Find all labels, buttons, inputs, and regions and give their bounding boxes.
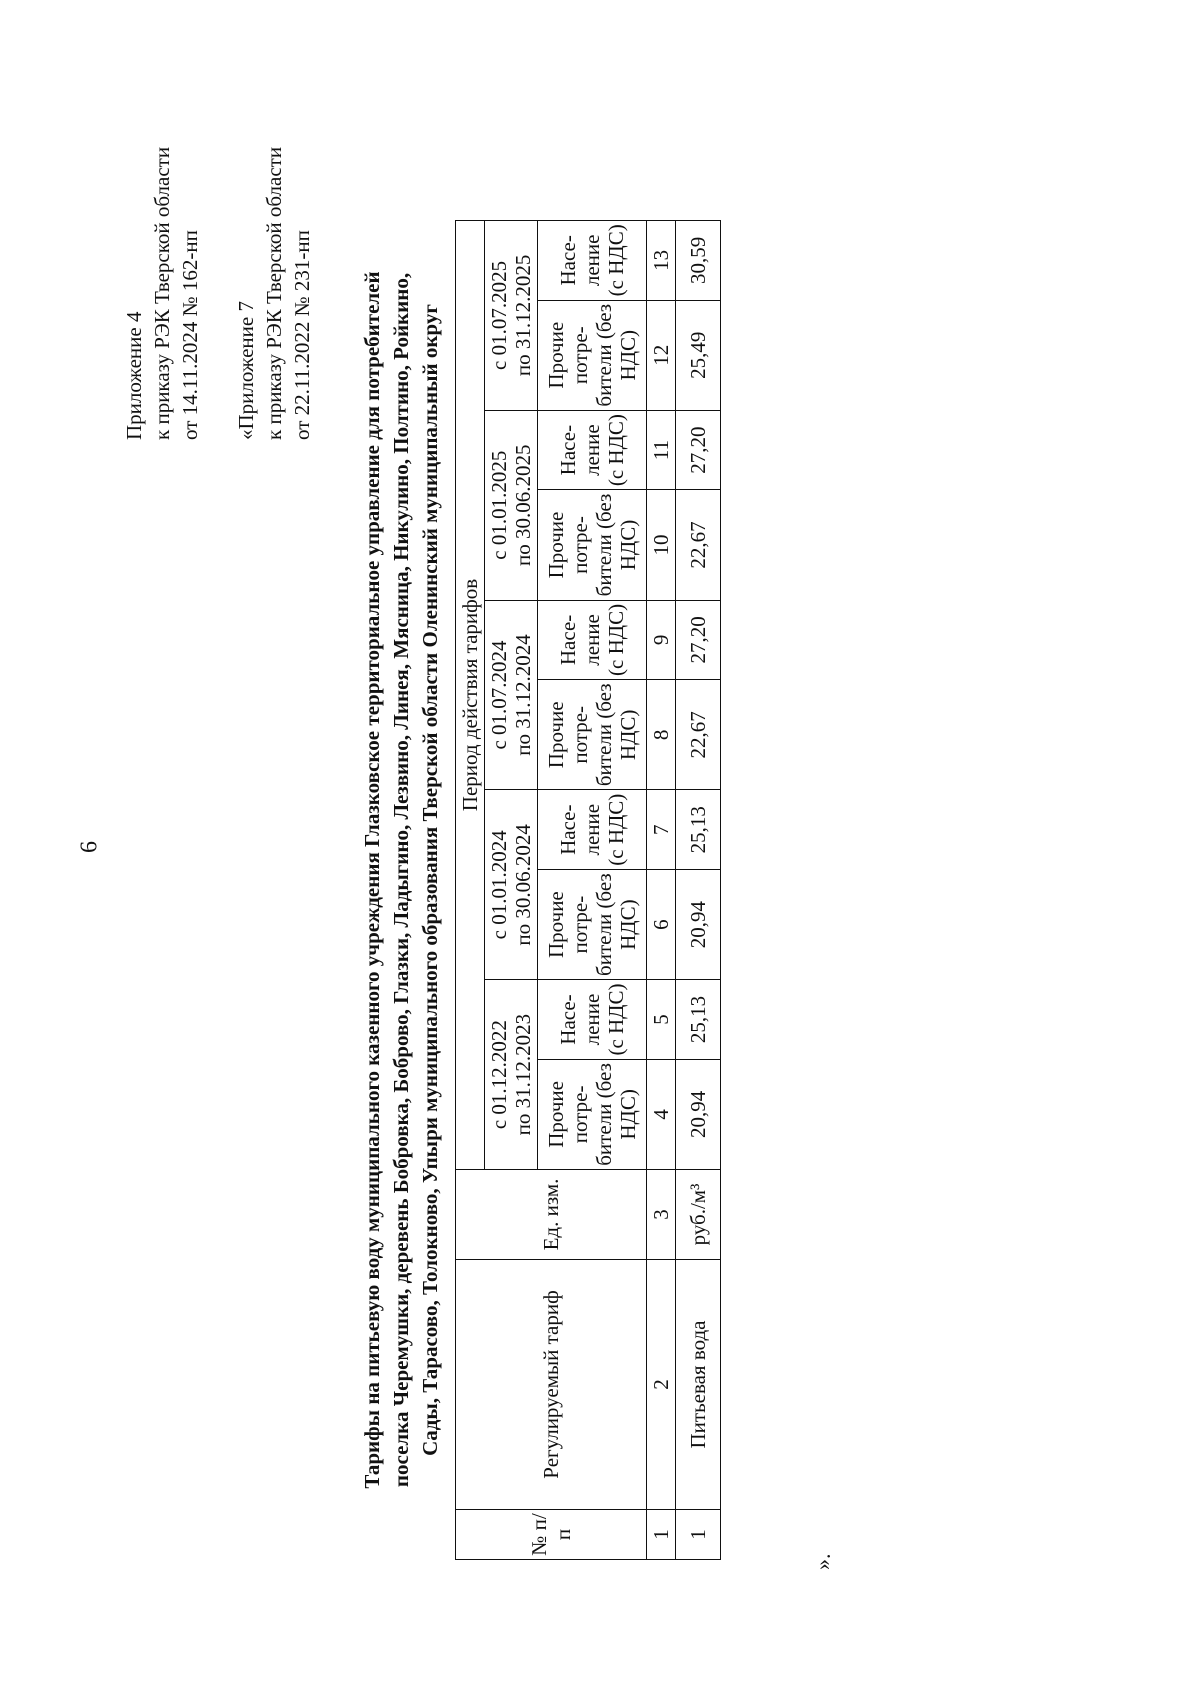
row-unit: руб./м³: [676, 1170, 721, 1260]
tariff-value: 25,49: [676, 300, 721, 410]
col-number: 4: [647, 1059, 676, 1169]
appendix-new-line2: к приказу РЭК Тверской области: [150, 146, 174, 440]
title-line1: Тарифы на питьевую воду муниципального казенного учреждения Глазковское территориальное управление для потребителей: [360, 271, 384, 1489]
col-number: 7: [647, 790, 676, 870]
appendix-reference-new: [120, 147, 204, 440]
sub-pop: Насе-ление (с НДС): [538, 410, 647, 490]
tariff-value: 25,13: [676, 790, 721, 870]
col-number: 2: [647, 1260, 676, 1510]
table-row: [676, 221, 721, 1560]
period-5: с 01.07.2025 по 31.12.2025: [485, 221, 538, 411]
document-title: [358, 160, 445, 1600]
appendix-new-line1: Приложение 4: [122, 311, 146, 440]
appendix-new-line3: от 14.11.2024 № 162-нп: [178, 230, 202, 440]
sub-pop: Насе-ление (с НДС): [538, 600, 647, 680]
col-number: 8: [647, 680, 676, 790]
closing-quote-mark: ».: [810, 1553, 835, 1570]
col-number: 3: [647, 1170, 676, 1260]
col-number: 13: [647, 221, 676, 301]
tariff-value: 27,20: [676, 410, 721, 490]
title-line3: Сады, Тарасово, Толокново, Упыри муниципального образования Тверской области Оленинский муниципальный округ: [418, 304, 442, 1456]
appendix-reference-old: [232, 147, 316, 440]
sub-other: Прочие потре-бители (без НДС): [538, 680, 647, 790]
tariff-value: 30,59: [676, 221, 721, 301]
tariff-value: 20,94: [676, 870, 721, 980]
table-header-row-1: [456, 221, 485, 1560]
rotated-landscape-content: [100, 140, 860, 1610]
col-number: 10: [647, 490, 676, 600]
column-number-row: [647, 221, 676, 1560]
appendix-old-line1: «Приложение 7: [234, 301, 258, 440]
col-number: 9: [647, 600, 676, 680]
tariff-value: 20,94: [676, 1059, 721, 1169]
appendix-old-line3: от 22.11.2022 № 231-нп: [290, 230, 314, 440]
header-num: № п/ п: [456, 1510, 647, 1560]
title-line2: поселка Черемушки, деревень Бобровка, Боброво, Глазки, Ладыгино, Лезвино, Линея, Мясница, Никулино, Полтино, Ройкино,: [389, 272, 413, 1488]
header-period: Период действия тарифов: [456, 221, 485, 1170]
row-name: Питьевая вода: [676, 1260, 721, 1510]
sub-other: Прочие потре-бители (без НДС): [538, 490, 647, 600]
sub-other: Прочие потре-бители (без НДС): [538, 870, 647, 980]
sub-pop: Насе-ление (с НДС): [538, 221, 647, 301]
col-number: 6: [647, 870, 676, 980]
col-number: 1: [647, 1510, 676, 1560]
header-tariff: Регулируемый тариф: [456, 1260, 647, 1510]
header-unit: Ед. изм.: [456, 1170, 647, 1260]
tariff-value: 25,13: [676, 980, 721, 1060]
sub-pop: Насе-ление (с НДС): [538, 790, 647, 870]
tariff-value: 22,67: [676, 490, 721, 600]
col-number: 12: [647, 300, 676, 410]
tariff-value: 27,20: [676, 600, 721, 680]
sub-pop: Насе-ление (с НДС): [538, 980, 647, 1060]
sub-other: Прочие потре-бители (без НДС): [538, 1059, 647, 1169]
period-2: с 01.01.2024 по 30.06.2024: [485, 790, 538, 980]
page-number: 6: [76, 841, 103, 853]
period-3: с 01.07.2024 по 31.12.2024: [485, 600, 538, 790]
period-1: с 01.12.2022 по 31.12.2023: [485, 980, 538, 1170]
col-number: 5: [647, 980, 676, 1060]
tariff-table: [455, 220, 721, 1560]
row-num: 1: [676, 1510, 721, 1560]
appendix-old-line2: к приказу РЭК Тверской области: [262, 146, 286, 440]
period-4: с 01.01.2025 по 30.06.2025: [485, 410, 538, 600]
sub-other: Прочие потре-бители (без НДС): [538, 300, 647, 410]
col-number: 11: [647, 410, 676, 490]
tariff-value: 22,67: [676, 680, 721, 790]
